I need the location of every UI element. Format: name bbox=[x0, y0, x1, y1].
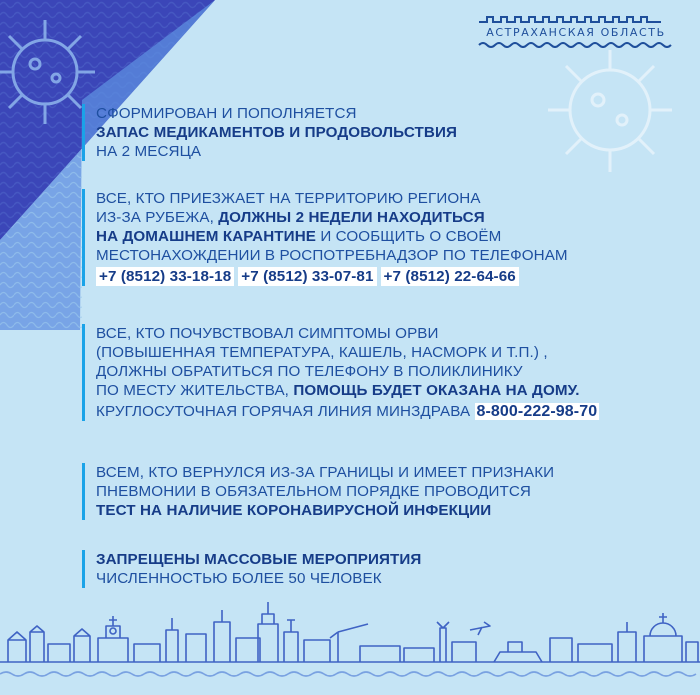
text-line-bold bbox=[96, 501, 554, 520]
phone-number[interactable]: +7 (8512) 33-18-18 bbox=[96, 267, 234, 286]
text-line: ВСЕМ, КТО ВЕРНУЛСЯ ИЗ-ЗА ГРАНИЦЫ И ИМЕЕТ ПРИЗНАКИ bbox=[96, 464, 555, 481]
bold-text: ЗАПАС МЕДИКАМЕНТОВ И ПРОДОВОЛЬСТВИЯ bbox=[96, 124, 457, 141]
text-line: НА 2 МЕСЯЦА bbox=[96, 143, 202, 160]
hotline-number[interactable]: 8-800-222-98-70 bbox=[476, 403, 598, 420]
city-skyline-illustration bbox=[0, 600, 700, 695]
virus-icon bbox=[548, 50, 672, 172]
text-line: ВСЕ, КТО ПОЧУВСТВОВАЛ СИМПТОМЫ ОРВИ bbox=[96, 325, 439, 342]
text-line bbox=[96, 381, 599, 400]
info-block-events bbox=[82, 550, 421, 588]
bold-text: ТЕСТ НА НАЛИЧИЕ КОРОНАВИРУСНОЙ ИНФЕКЦИИ bbox=[96, 502, 492, 519]
info-block-supplies bbox=[82, 104, 457, 161]
phone-list bbox=[96, 267, 568, 286]
text-line-bold bbox=[96, 550, 421, 569]
phone-number[interactable]: +7 (8512) 33-07-81 bbox=[238, 267, 376, 286]
info-block-pneumonia bbox=[82, 463, 554, 520]
bold-text: НА ДОМАШНЕМ КАРАНТИНЕ bbox=[96, 228, 316, 245]
text-part: ИЗ-ЗА РУБЕЖА, bbox=[96, 209, 219, 226]
text-line bbox=[96, 227, 568, 246]
text-line: СФОРМИРОВАН И ПОПОЛНЯЕТСЯ bbox=[96, 105, 357, 122]
region-logo bbox=[477, 14, 675, 48]
text-line bbox=[96, 208, 568, 227]
bold-text: ПОМОЩЬ БУДЕТ ОКАЗАНА НА ДОМУ. bbox=[293, 382, 580, 399]
text-line: (ПОВЫШЕННАЯ ТЕМПЕРАТУРА, КАШЕЛЬ, НАСМОРК И Т.П.) , bbox=[96, 344, 548, 361]
info-block-symptoms bbox=[82, 324, 599, 421]
text-line: ЧИСЛЕННОСТЬЮ БОЛЕЕ 50 ЧЕЛОВЕК bbox=[96, 570, 382, 587]
text-line: МЕСТОНАХОЖДЕНИИ В РОСПОТРЕБНАДЗОР ПО ТЕЛЕФОНАМ bbox=[96, 247, 568, 264]
text-line: ПНЕВМОНИИ В ОБЯЗАТЕЛЬНОМ ПОРЯДКЕ ПРОВОДИТСЯ bbox=[96, 483, 531, 500]
info-block-quarantine bbox=[82, 189, 568, 286]
text-line bbox=[96, 402, 599, 421]
phone-number[interactable]: +7 (8512) 22-64-66 bbox=[381, 267, 519, 286]
text-part: ПО МЕСТУ ЖИТЕЛЬСТВА, bbox=[96, 382, 294, 399]
text-line-bold bbox=[96, 123, 457, 142]
text-line: ДОЛЖНЫ ОБРАТИТЬСЯ ПО ТЕЛЕФОНУ В ПОЛИКЛИНИКУ bbox=[96, 363, 523, 380]
text-line: ВСЕ, КТО ПРИЕЗЖАЕТ НА ТЕРРИТОРИЮ РЕГИОНА bbox=[96, 190, 481, 207]
logo-text: АСТРАХАНСКАЯ ОБЛАСТЬ bbox=[486, 26, 666, 39]
bold-text: ДОЛЖНЫ 2 НЕДЕЛИ НАХОДИТЬСЯ bbox=[218, 209, 485, 226]
bold-text: ЗАПРЕЩЕНЫ МАССОВЫЕ МЕРОПРИЯТИЯ bbox=[96, 551, 422, 568]
text-part: КРУГЛОСУТОЧНАЯ ГОРЯЧАЯ ЛИНИЯ МИНЗДРАВА bbox=[96, 403, 475, 420]
text-part: И СООБЩИТЬ О СВОЁМ bbox=[316, 228, 502, 245]
